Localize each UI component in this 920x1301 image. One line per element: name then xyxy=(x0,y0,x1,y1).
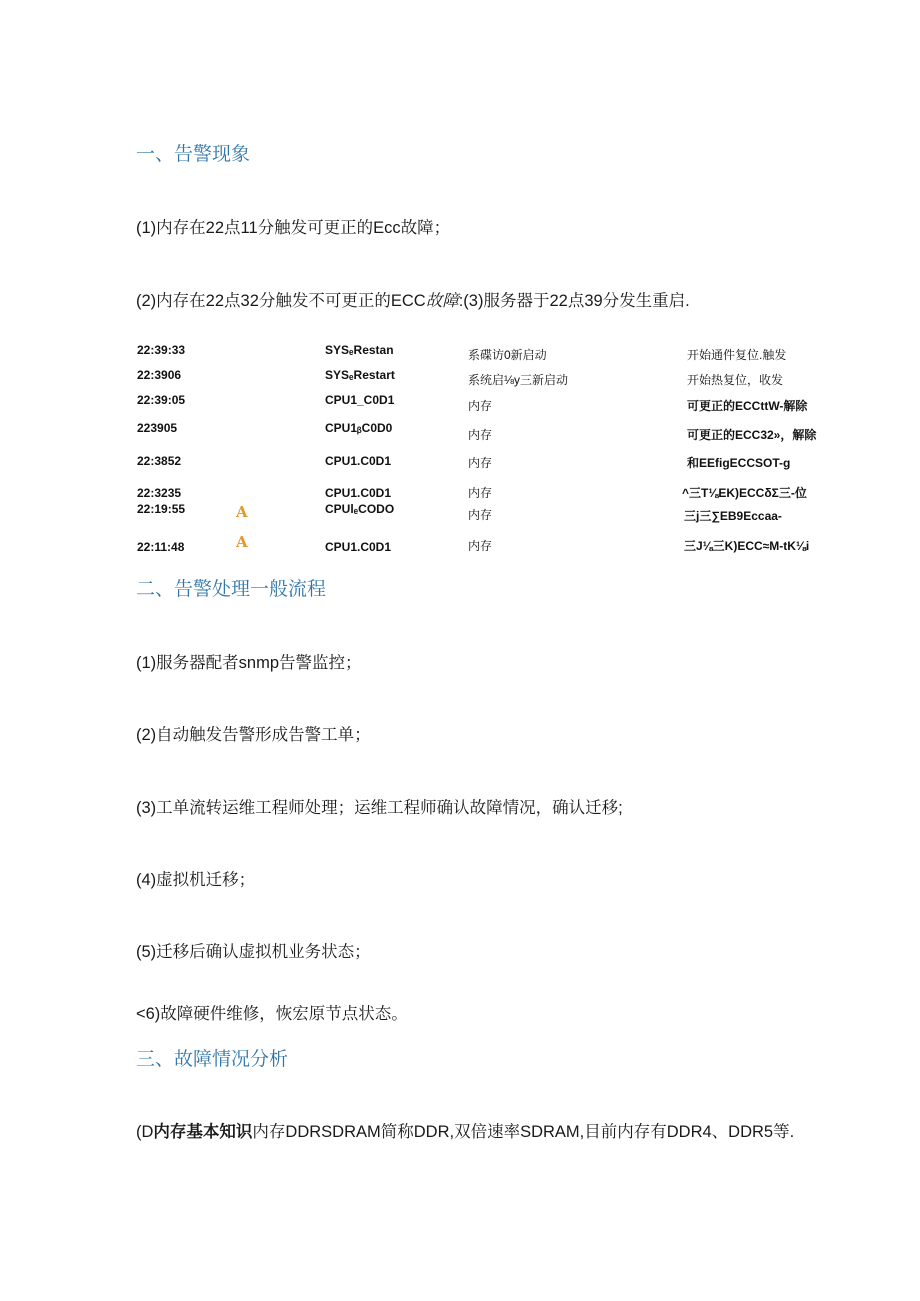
analysis-text: 内存DDRSDRAM简称DDR,双倍速率SDRAM,目前内存有DDR4、DDR5等. xyxy=(252,1123,795,1141)
log-module: 系统启⅛y三新启动 xyxy=(468,373,569,387)
process-step-3: (3)工单流转运维工程师处理；运维工程师确认故障情况，确认迁移; xyxy=(136,799,623,817)
analysis-paragraph-1 xyxy=(136,1118,794,1142)
log-module: 内存 xyxy=(468,508,493,522)
log-source: CPU1.C0D1 xyxy=(325,454,392,468)
log-source: SYSₑRestart xyxy=(325,368,395,382)
section-heading-alarm-process: 二、告警处理一般流程 xyxy=(136,579,327,600)
log-time: 22:11:48 xyxy=(137,540,185,554)
log-detail: 可更正的ECCttW-解除 xyxy=(687,399,808,413)
section-heading-alarm-phenomenon: 一、告警现象 xyxy=(136,144,251,165)
phenomenon-item-3-text: :(3)服务器于22点39分发生重启. xyxy=(458,292,690,310)
phenomenon-item-2-text: (2)内存在22点32分触发不可更正的ECC xyxy=(136,292,426,310)
phenomenon-item-1: (1)内存在22点11分触发可更正的Ecc故障； xyxy=(136,219,451,237)
phenomenon-item-2-emphasis: 故障 xyxy=(425,292,459,310)
log-detail: ^三T⅛EK)ECCδΣ三-位 xyxy=(682,486,807,500)
log-time: 22:39:33 xyxy=(137,343,186,357)
log-time: 22:39:05 xyxy=(137,393,186,407)
log-module: 内存 xyxy=(468,428,493,442)
log-source: CPU1.C0D1 xyxy=(325,486,392,500)
log-time: 22:3852 xyxy=(137,454,182,468)
log-source: CPU1.C0D1 xyxy=(325,540,392,554)
log-detail: 可更正的ECC32»，解除 xyxy=(687,428,817,442)
phenomenon-item-2-3 xyxy=(136,287,690,311)
process-step-5: (5)迁移后确认虚拟机业务状态； xyxy=(136,943,371,961)
analysis-prefix: (D xyxy=(136,1123,154,1141)
log-module: 内存 xyxy=(468,539,493,553)
log-time: 22:3906 xyxy=(137,368,182,382)
warning-icon: A xyxy=(236,533,248,551)
log-time: 22:3235 xyxy=(137,486,182,500)
log-source: SYSₑRestan xyxy=(325,343,394,357)
log-source: CPU1_C0D1 xyxy=(325,393,395,407)
log-module: 内存 xyxy=(468,486,493,500)
process-step-2: (2)自动触发告警形成告警工单； xyxy=(136,726,371,744)
process-step-6: <6)故障硬件维修，恢宏原节点状态。 xyxy=(136,1005,408,1023)
log-module: 内存 xyxy=(468,456,493,470)
log-module: 内存 xyxy=(468,399,493,413)
log-detail: 开始通件复位.触发 xyxy=(687,348,787,362)
log-source: CPUlₑCODO xyxy=(325,502,395,516)
log-detail: 和EEfigECCSOT-g xyxy=(687,456,791,470)
section-heading-fault-analysis: 三、故障情况分析 xyxy=(136,1049,289,1070)
log-time: 22:19:55 xyxy=(137,502,186,516)
log-time: 223905 xyxy=(137,421,178,435)
analysis-bold-term: 内存基本知识 xyxy=(153,1123,253,1141)
log-detail: 三J⅛三K)ECC≈M-tK⅛i xyxy=(684,539,810,553)
process-step-4: (4)虚拟机迁移； xyxy=(136,871,256,889)
log-detail: 三j三∑EB9Eccaa- xyxy=(684,509,782,523)
warning-icon: A xyxy=(236,503,248,521)
log-module: 系碟访0新启动 xyxy=(468,348,547,362)
log-detail: 开始热复位，收发 xyxy=(687,373,784,387)
log-source: CPU1ᵦC0D0 xyxy=(325,421,393,435)
process-step-1: (1)服务器配者snmp告警监控； xyxy=(136,654,362,672)
